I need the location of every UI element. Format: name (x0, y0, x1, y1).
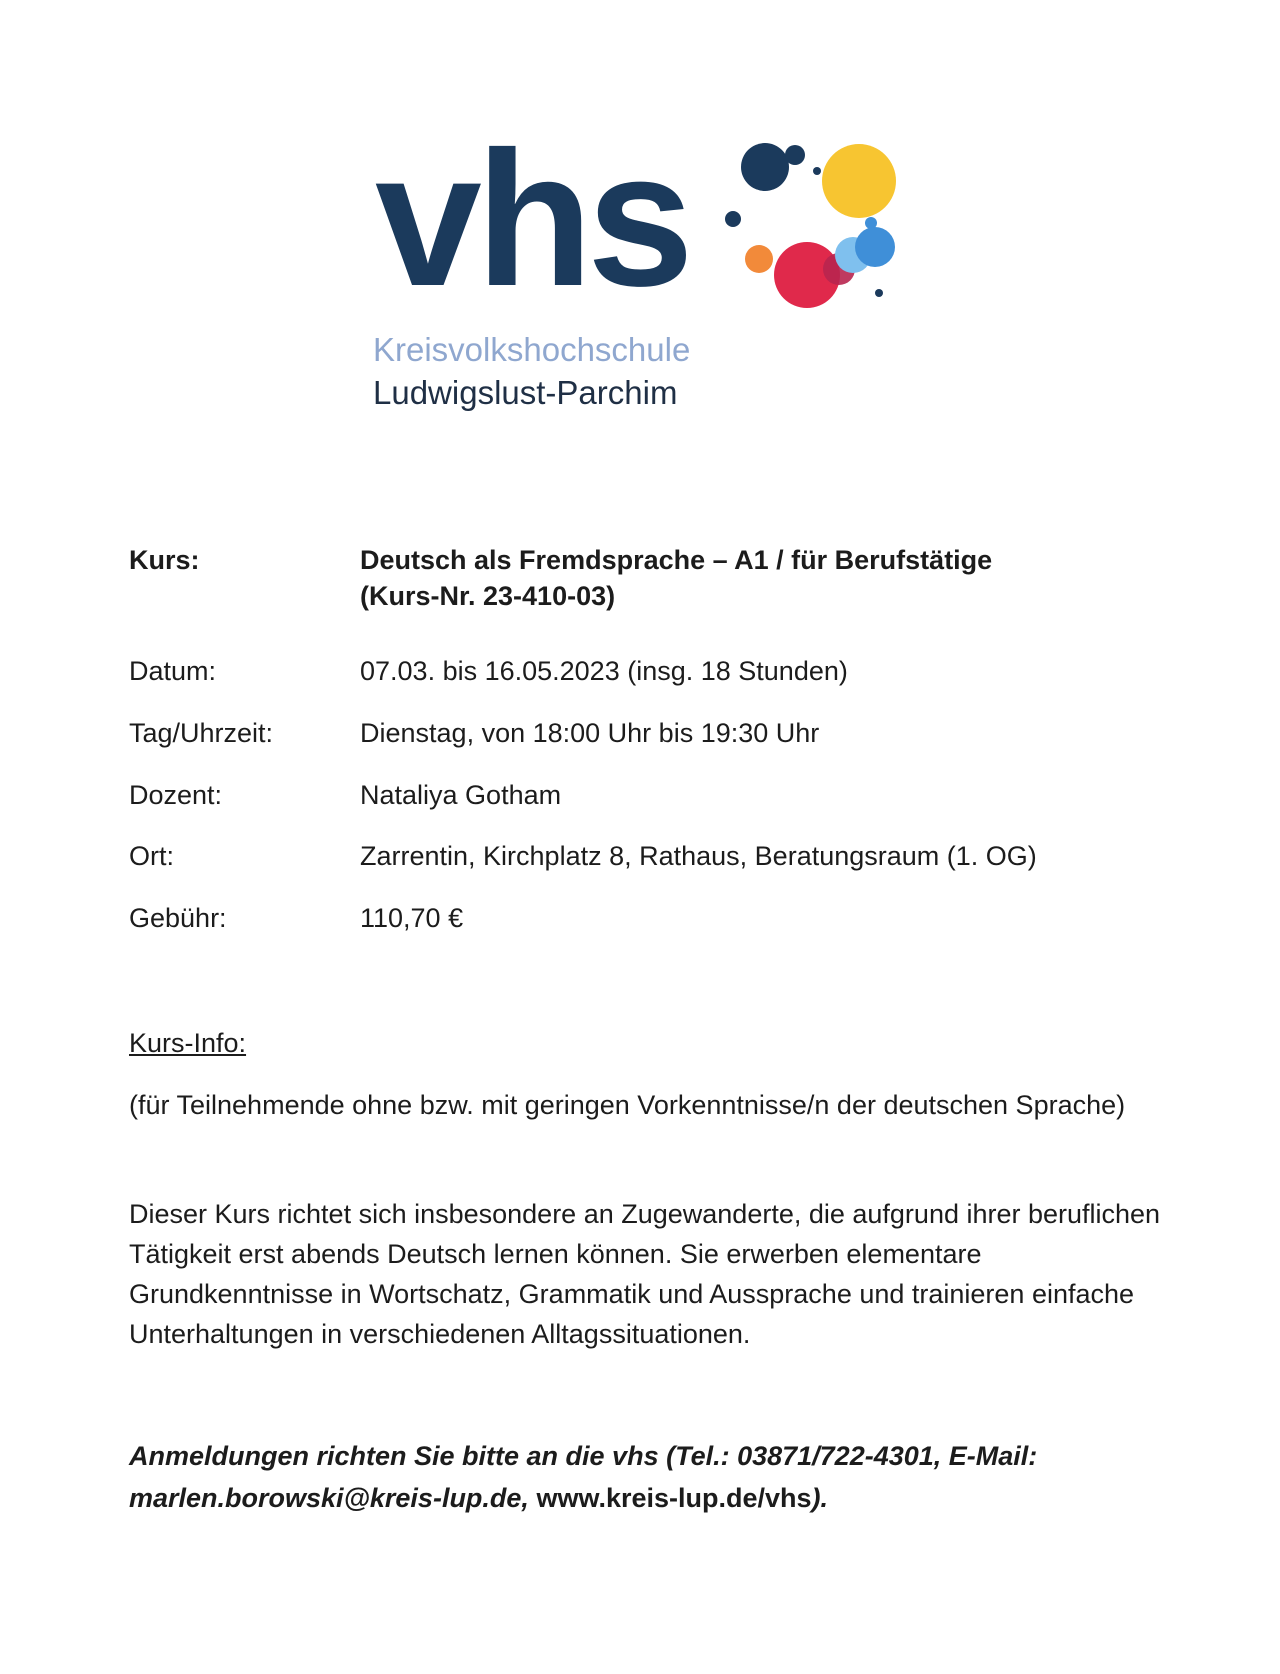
registration-text: Anmeldungen richten Sie bitte an die vhs (Tel.: 03871/722-4301, E-Mail: marlen.borowski@kreis-lup.de, (129, 1441, 1038, 1513)
info-paragraph-description: Dieser Kurs richtet sich insbesondere an Zugewanderte, die aufgrund ihrer beruflichen Tätigkeit erst abends Deutsch lernen können. Sie erwerben elementare Grundkenntnisse in Wortschatz, Grammatik und Aussprache und trainieren einfache Unterhaltungen in verschiedenen Alltagssituationen. (129, 1199, 1161, 1349)
teacher-value: Nataliya Gotham (360, 780, 562, 810)
logo-dots-icon (717, 137, 907, 317)
location-label: Ort: (129, 841, 174, 871)
logo-wordmark: vhs (375, 111, 688, 326)
fee-label: Gebühr: (129, 903, 227, 933)
time-label: Tag/Uhrzeit: (129, 718, 274, 748)
logo-subtitle-line2: Ludwigslust-Parchim (373, 374, 678, 411)
vhs-logo (373, 111, 915, 425)
teacher-label: Dozent: (129, 780, 223, 810)
course-label: Kurs: (129, 545, 200, 575)
info-paragraph-audience: (für Teilnehmende ohne bzw. mit geringen Vorkenntnisse/n der deutschen Sprache) (129, 1090, 1126, 1120)
logo-subtitle-line1: Kreisvolkshochschule (373, 331, 691, 368)
website-link[interactable]: www.kreis-lup.de/vhs (536, 1483, 812, 1513)
course-title-line2: (Kurs-Nr. 23-410-03) (360, 581, 616, 611)
registration-closing: ). (811, 1483, 829, 1513)
course-title-line1: Deutsch als Fremdsprache – A1 / für Berufstätige (360, 545, 993, 575)
date-value: 07.03. bis 16.05.2023 (insg. 18 Stunden) (360, 656, 848, 686)
registration-note (129, 1435, 1189, 1519)
info-heading: Kurs-Info: (129, 1028, 247, 1058)
fee-value: 110,70 € (360, 903, 464, 933)
location-value: Zarrentin, Kirchplatz 8, Rathaus, Beratungsraum (1. OG) (360, 841, 1037, 871)
date-label: Datum: (129, 656, 217, 686)
time-value: Dienstag, von 18:00 Uhr bis 19:30 Uhr (360, 718, 820, 748)
